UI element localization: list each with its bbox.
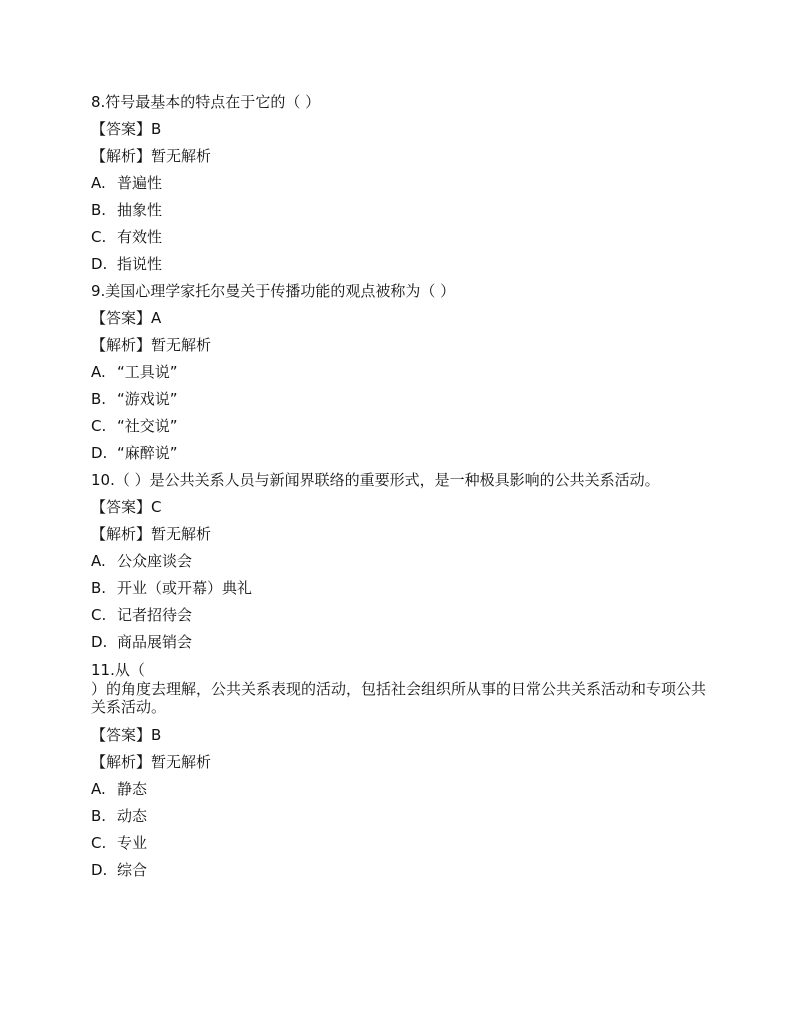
option-letter: A. [91,552,106,570]
option-text: “麻醉说” [117,444,178,462]
option-letter: C. [91,834,107,852]
answer-line: 【答案】B [91,120,162,138]
option-a [91,170,711,197]
question-stem: 9.美国心理学家托尔曼关于传播功能的观点被称为（ ） [91,282,456,300]
question-8 [91,89,711,278]
option-text: 静态 [117,780,148,798]
option-letter: A. [91,363,106,381]
option-c [91,413,711,440]
answer-line: 【答案】B [91,726,162,744]
option-letter: D. [91,861,108,879]
option-text: “社交说” [117,417,178,435]
analysis-line: 【解析】暂无解析 [91,525,212,543]
option-text: 记者招待会 [117,606,193,624]
option-text: “工具说” [117,363,178,381]
option-text: 商品展销会 [117,633,193,651]
option-text: 开业（或开幕）典礼 [117,579,253,597]
analysis-line: 【解析】暂无解析 [91,336,212,354]
option-c [91,830,711,857]
option-letter: A. [91,174,106,192]
option-a [91,359,711,386]
option-c [91,224,711,251]
option-text: “游戏说” [117,390,178,408]
option-text: 综合 [117,861,148,879]
option-letter: B. [91,579,107,597]
option-text: 普遍性 [117,174,163,192]
option-letter: B. [91,390,107,408]
option-text: 动态 [117,807,148,825]
option-a [91,548,711,575]
question-10 [91,467,711,656]
answer-line: 【答案】A [91,309,162,327]
option-b [91,197,711,224]
option-text: 抽象性 [117,201,163,219]
option-letter: A. [91,780,106,798]
option-letter: D. [91,633,108,651]
question-stem: 10.（ ）是公共关系人员与新闻界联络的重要形式，是一种极具影响的公共关系活动。 [91,471,660,489]
option-letter: D. [91,444,108,462]
option-b [91,386,711,413]
option-c [91,602,711,629]
analysis-line: 【解析】暂无解析 [91,753,212,771]
option-letter: C. [91,606,107,624]
analysis-line: 【解析】暂无解析 [91,147,212,165]
option-d [91,440,711,467]
question-stem-line-2: ）的角度去理解，公共关系表现的活动，包括社会组织所从事的日常公共关系活动和专项公共关系活动。 [91,680,707,716]
question-11 [91,656,711,884]
option-letter: B. [91,201,107,219]
document-page [91,89,711,884]
option-letter: D. [91,255,108,273]
option-text: 专业 [117,834,148,852]
option-text: 指说性 [117,255,163,273]
question-stem: 8.符号最基本的特点在于它的（ ） [91,93,321,111]
question-stem-line-1: 11.从（ [91,661,145,679]
option-text: 公众座谈会 [117,552,193,570]
option-d [91,857,711,884]
option-letter: C. [91,417,107,435]
option-letter: C. [91,228,107,246]
option-b [91,803,711,830]
option-letter: B. [91,807,107,825]
option-d [91,251,711,278]
option-d [91,629,711,656]
option-text: 有效性 [117,228,163,246]
option-a [91,776,711,803]
answer-line: 【答案】C [91,498,162,516]
option-b [91,575,711,602]
question-9 [91,278,711,467]
